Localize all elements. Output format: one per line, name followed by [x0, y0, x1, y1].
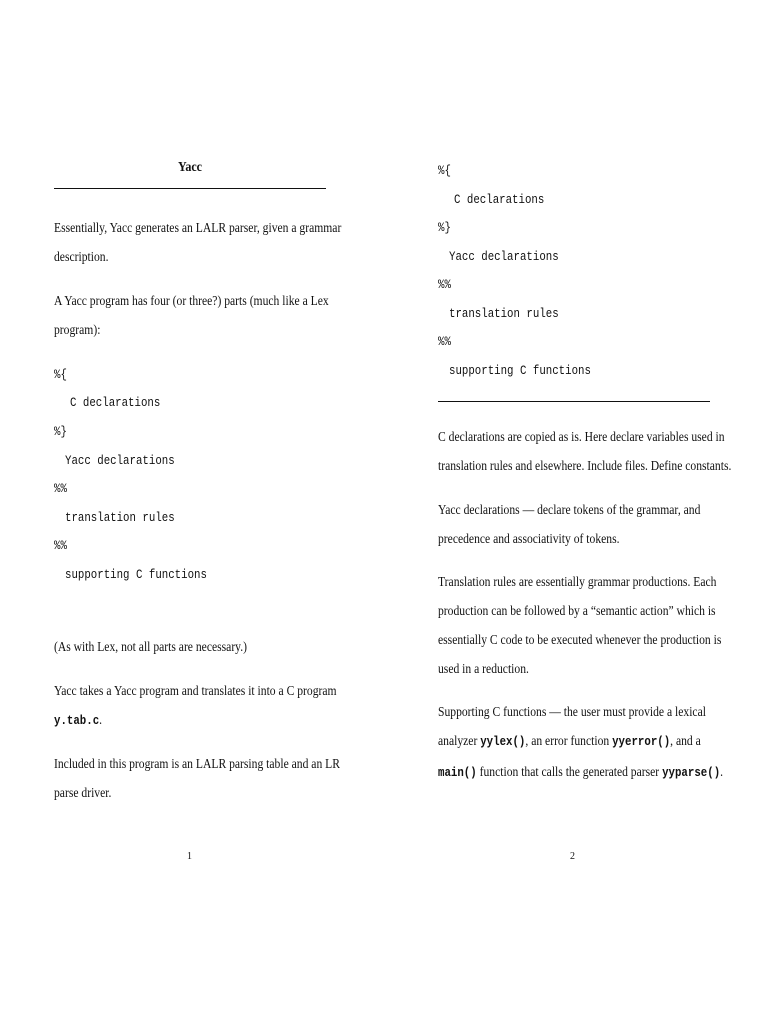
translate-paragraph: [54, 676, 337, 736]
functions-text-b: , an error function: [525, 733, 613, 748]
yacc-decl-line-1: Yacc declarations — declare tokens of the grammar, and: [438, 502, 701, 517]
title-rule: [54, 188, 326, 189]
supporting-functions-line: supporting C functions: [449, 364, 591, 378]
separator-1: %%: [54, 482, 67, 496]
functions-text-c: , and a: [670, 733, 701, 748]
rules-line-2: production can be followed by a “semantic action” which is: [438, 603, 716, 618]
intro-paragraph: [54, 213, 342, 271]
open-c-marker: %{: [438, 164, 451, 178]
page-title: Yacc: [177, 160, 203, 175]
rules-line-4: used in a reduction.: [438, 661, 529, 676]
translate-period: .: [99, 712, 103, 727]
close-c-marker: %}: [54, 425, 67, 439]
parts-line-2: program):: [54, 322, 101, 337]
page-number-1: 1: [187, 851, 192, 862]
c-decl-line-2: translation rules and elsewhere. Include files. Define constants.: [438, 458, 732, 473]
c-declarations-line: C declarations: [70, 396, 161, 410]
ytab-code: y.tab.c: [54, 714, 100, 728]
translate-line-2: [54, 705, 326, 736]
functions-line-3: [438, 757, 724, 788]
translate-line-1: Yacc takes a Yacc program and translates it into a C program: [54, 683, 337, 698]
not-all-parts-line: (As with Lex, not all parts are necessary.): [54, 639, 248, 654]
parts-paragraph: [54, 286, 329, 344]
included-line-2: parse driver.: [54, 785, 112, 800]
c-declarations-paragraph: [438, 422, 732, 480]
functions-line-1: Supporting C functions — the user must provide a lexical: [438, 704, 706, 719]
intro-line-1: Essentially, Yacc generates an LALR parser, given a grammar: [54, 220, 342, 235]
yacc-declarations-line: Yacc declarations: [449, 250, 559, 264]
yacc-declarations-line: Yacc declarations: [65, 454, 175, 468]
not-all-parts-note: [54, 632, 326, 661]
c-declarations-line: C declarations: [454, 193, 545, 207]
open-c-marker: %{: [54, 368, 67, 382]
rules-line-1: Translation rules are essentially grammar productions. Each: [438, 574, 717, 589]
main-code: main(): [438, 766, 477, 780]
yacc-decl-line-2: precedence and associativity of tokens.: [438, 531, 620, 546]
c-decl-line-1: C declarations are copied as is. Here declare variables used in: [438, 429, 725, 444]
yyerror-code: yyerror(): [612, 735, 671, 749]
included-paragraph: [54, 749, 341, 807]
supporting-functions-paragraph: [438, 697, 724, 788]
functions-text-a: analyzer: [438, 733, 481, 748]
separator-1: %%: [438, 278, 451, 292]
yyparse-code: yyparse(): [662, 766, 721, 780]
intro-line-2: description.: [54, 249, 109, 264]
yylex-code: yylex(): [480, 735, 526, 749]
separator-2: %%: [54, 539, 67, 553]
page-number-2: 2: [570, 851, 575, 862]
included-line-1: Included in this program is an LALR parsing table and an LR: [54, 756, 341, 771]
section-rule: [438, 401, 710, 402]
yacc-declarations-paragraph: [438, 495, 710, 553]
functions-text-d: function that calls the generated parser: [476, 764, 663, 779]
functions-text-e: .: [720, 764, 724, 779]
close-c-marker: %}: [438, 221, 451, 235]
functions-line-2: [438, 726, 710, 757]
translation-rules-line: translation rules: [449, 307, 559, 321]
supporting-functions-line: supporting C functions: [65, 568, 207, 582]
translation-rules-paragraph: [438, 567, 722, 683]
separator-2: %%: [438, 335, 451, 349]
rules-line-3: essentially C code to be executed whenever the production is: [438, 632, 722, 647]
translation-rules-line: translation rules: [65, 511, 175, 525]
parts-line-1: A Yacc program has four (or three?) parts (much like a Lex: [54, 293, 329, 308]
